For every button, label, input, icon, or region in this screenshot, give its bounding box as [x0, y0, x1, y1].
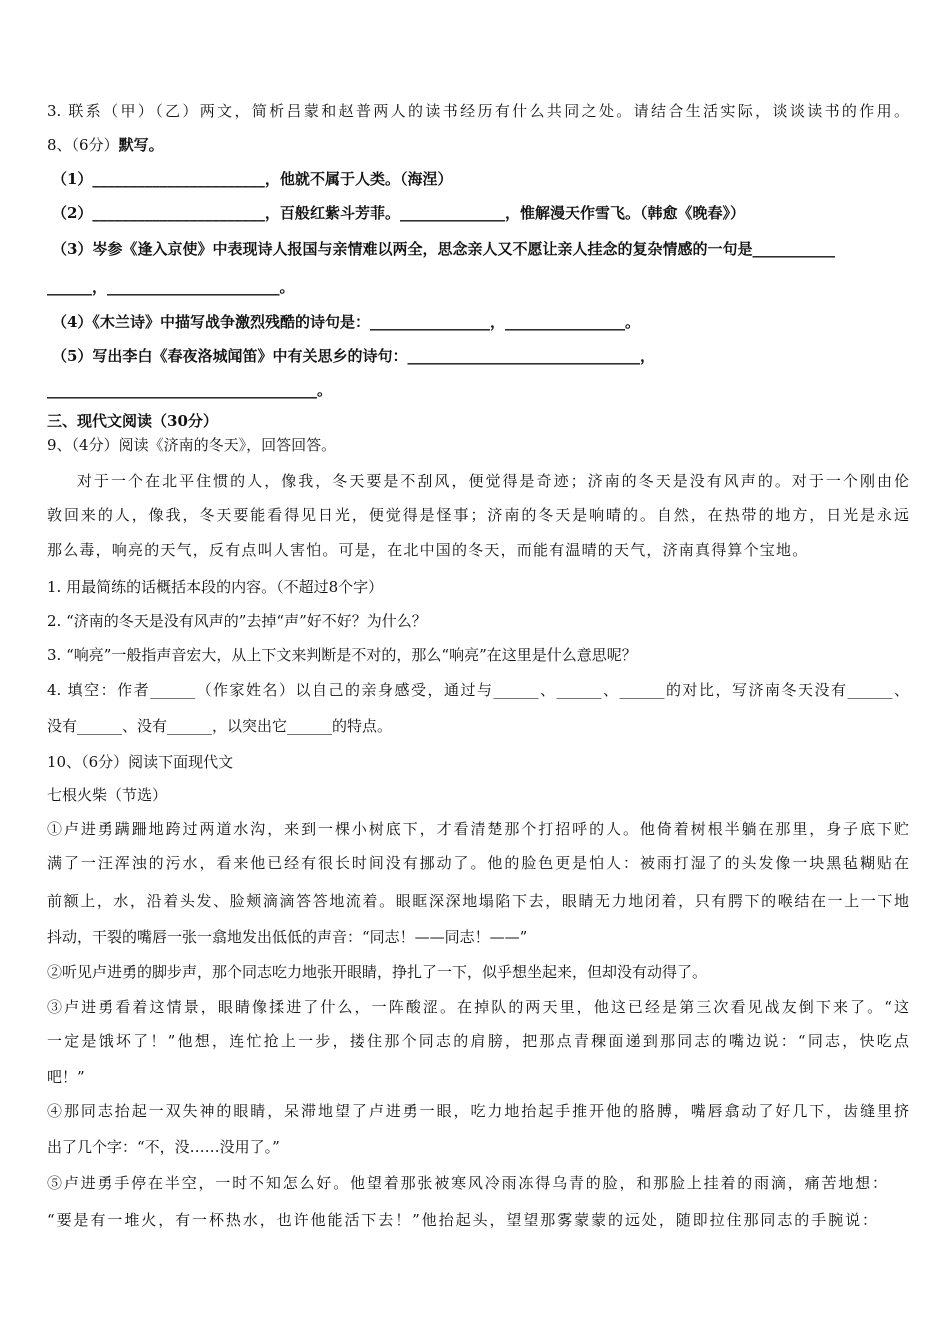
question-9-sub-1: 1. 用最简练的话概括本段的内容。（不超过8个字） [47, 578, 384, 596]
story-line: ②听见卢进勇的脚步声，那个同志吃力地张开眼睛，挣扎了一下，似乎想坐起来，但却没有动得了。 [47, 963, 708, 981]
dictation-item-3-cont: ______，_______________________。 [47, 278, 295, 296]
story-line: 一定是饿坏了！”他想，连忙抢上一步，搂住那个同志的肩膀，把那点青稞面递到那同志的嘴边说：“同志，快吃点 [47, 1032, 909, 1050]
passage-line: 那么毒，响亮的天气，反有点叫人害怕。可是，在北中国的冬天，而能有温晴的天气，济南真得算个宝地。 [47, 541, 809, 559]
story-line: 前额上，水，沿着头发、脸颊滴滴答答地流着。眼眶深深地塌陷下去，眼睛无力地闭着，只有腭下的喉结在一上一下地 [47, 892, 909, 910]
story-title: 七根火柴（节选） [47, 786, 168, 804]
passage-line: 对于一个在北平住惯的人，像我，冬天要是不刮风，便觉得是奇迹；济南的冬天是没有风声的。对于一个刚由伦 [77, 472, 909, 490]
question-9-sub-4-cont: 没有______、没有______，以突出它______的特点。 [47, 717, 393, 735]
question-8-label: 默写。 [118, 136, 164, 154]
question-8-prefix: 8、（6分） [47, 136, 119, 154]
story-line: 吧！” [47, 1068, 85, 1086]
section-heading: 三、现代文阅读（30分） [47, 412, 218, 430]
question-8-title [47, 135, 164, 155]
dictation-item-1: （1）_______________________，他就不属于人类。（海涅） [52, 170, 453, 188]
dictation-item-3: （3）岑参《逢入京使》中表现诗人报国与亲情难以两全，思念亲人又不愿让亲人挂念的复杂情感的一句是___________ [52, 240, 835, 258]
question-9-title: 9、（4分）阅读《济南的冬天》，回答回答。 [47, 436, 337, 454]
story-line: 满了一汪浑浊的污水，看来他已经有很长时间没有挪动了。他的脸色更是怕人：被雨打湿了的头发像一块黑毡糊贴在 [47, 854, 909, 872]
passage-line: 敦回来的人，像我，冬天要能看得见日光，便觉得是怪事；济南的冬天是响晴的。自然，在热带的地方，日光是永远 [47, 506, 909, 524]
question-3-line: 3. 联系（甲）（乙）两文，简析吕蒙和赵普两人的读书经历有什么共同之处。请结合生活实际，谈谈读书的作用。 [47, 102, 909, 120]
dictation-item-5: （5）写出李白《春夜洛城闻笛》中有关思乡的诗句：_______________________________， [52, 347, 655, 365]
question-9-sub-2: 2. “济南的冬天是没有风声的”去掉“声”好不好？为什么？ [47, 612, 427, 630]
story-line: ④那同志抬起一双失神的眼睛，呆滞地望了卢进勇一眼，吃力地抬起手推开他的胳膊，嘴唇翕动了好几下，齿缝里挤 [47, 1102, 909, 1120]
story-line: ③卢进勇看着这情景，眼睛像揉进了什么，一阵酸涩。在掉队的两天里，他这已经是第三次看见战友倒下来了。“这 [47, 998, 909, 1016]
question-9-sub-4: 4. 填空：作者______（作家姓名）以自己的亲身感受，通过与______、______、______的对比，写济南冬天没有______、 [47, 681, 909, 699]
dictation-item-4: （4）《木兰诗》中描写战争激烈残酷的诗句是：________________，________________。 [52, 313, 640, 331]
story-line: ⑤卢进勇手停在半空，一时不知怎么好。他望着那张被寒风冷雨冻得乌青的脸，和那脸上挂着的雨滴，痛苦地想： [47, 1174, 887, 1192]
story-line: ①卢进勇蹒跚地跨过两道水沟，来到一棵小树底下，才看清楚那个打招呼的人。他倚着树根半躺在那里，身子底下贮 [47, 820, 909, 838]
question-10-title: 10、（6分）阅读下面现代文 [47, 753, 234, 771]
dictation-item-2: （2）_______________________，百般红紫斗芳菲。______________，惟解漫天作雪飞。（韩愈《晚春》） [52, 204, 745, 222]
question-9-sub-3: 3. “响亮”一般指声音宏大，从上下文来判断是不对的，那么“响亮”在这里是什么意思呢？ [47, 646, 637, 664]
story-line: 抖动，干裂的嘴唇一张一翕地发出低低的声音：“同志！——同志！——” [47, 928, 528, 946]
story-line: 出了几个字：“不，没……没用了。” [47, 1138, 280, 1156]
dictation-item-5-cont: ____________________________________。 [47, 381, 333, 399]
story-line: “要是有一堆火，有一杯热水，也许他能活下去！”他抬起头，望望那雾蒙蒙的远处，随即拉住那同志的手腕说： [47, 1211, 877, 1229]
